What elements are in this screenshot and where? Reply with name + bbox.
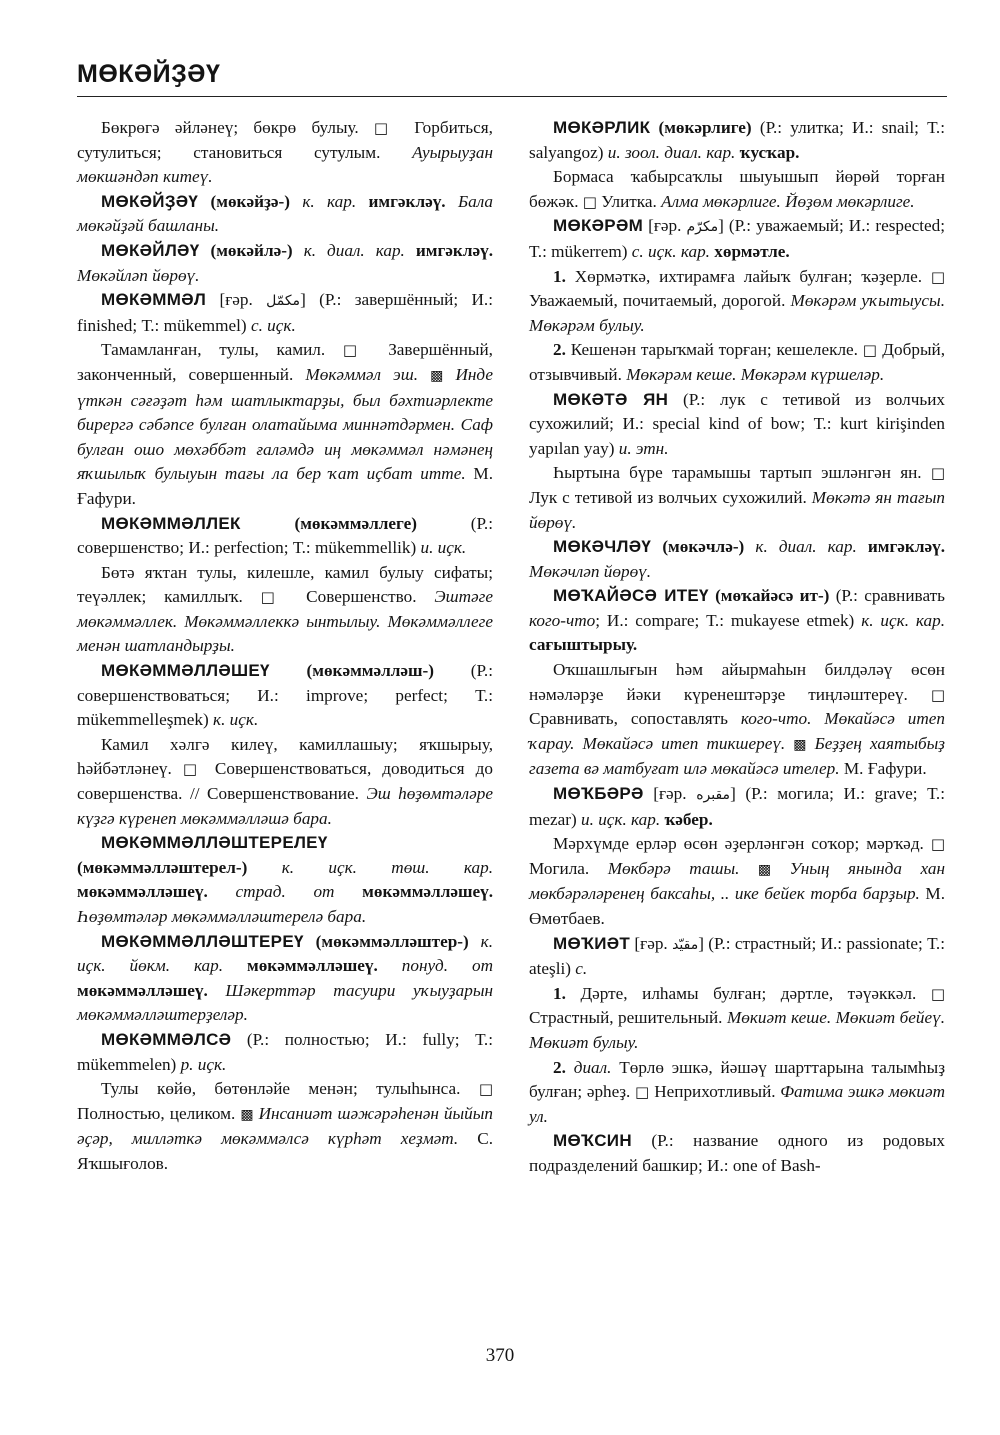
headword: МӨҠАЙӘСӘ ИТЕҮ xyxy=(553,586,709,606)
text-run: Мөкәтә ян тағып йөрөү. xyxy=(529,487,945,532)
square-icon xyxy=(343,340,371,359)
text-run: Страстный, решительный. xyxy=(529,1008,727,1028)
text-run: 1. xyxy=(553,983,581,1003)
text-run: (Р.: совершенствоваться; И.: improve; perfect; Т.: mükemmelleşmek) xyxy=(77,661,493,730)
text-run: ] (Р.: уважаемый; И.: respected; Т.: mükerrem) xyxy=(529,216,946,261)
entry-mokammalsa xyxy=(77,1028,493,1077)
text-run: мөкәммәлләшеү. xyxy=(77,980,226,1000)
text-run: [ғәр. xyxy=(630,933,673,953)
text-run: Улитка. xyxy=(596,191,662,211)
entry-mokachlau xyxy=(529,535,945,584)
headword: МӨКӘММӘЛСӘ xyxy=(101,1029,232,1049)
square-icon xyxy=(583,192,597,211)
filled-square-icon xyxy=(758,859,771,878)
text-run: (мөкәммәлләштерел-) xyxy=(77,857,282,877)
text-run: (мөкәчлә-) xyxy=(651,537,756,557)
text-run: Уважаемый, почитаемый, дорогой. xyxy=(529,291,791,311)
text-run: (Р.: сравнивать xyxy=(835,586,945,606)
text-run: (мөкәммәлләштер-) xyxy=(303,931,481,951)
headword: МӨКӘММӘЛЛӘШТЕРЕЛЕҮ xyxy=(101,833,328,853)
text-run: и. иҫк. кар. xyxy=(581,809,665,829)
text-run: к. иҫк. йөкм. кар. xyxy=(77,931,493,976)
text-run: понуд. от xyxy=(401,956,493,976)
text-run: С. Яҡшығолов. xyxy=(77,1129,493,1173)
text-run: Һыртына бүре тарамышы тартып эшләнгән ян. xyxy=(553,463,931,483)
text-run: Хөрмәткә, ихтирамға лайыҡ булған; ҡәҙерле. xyxy=(574,266,931,286)
entry-mokammallek xyxy=(77,512,493,561)
text-run: мөкәммәлләшеү. xyxy=(246,956,402,976)
text-run: (мөкәммәлләш-) xyxy=(269,661,471,681)
page-number: 370 xyxy=(485,1345,515,1366)
filled-square-icon xyxy=(793,734,806,753)
definition xyxy=(77,338,493,511)
text-run: [ғәр. xyxy=(206,290,267,310)
entry-continuation xyxy=(77,116,493,190)
entry-mokiat xyxy=(529,932,945,982)
text-run: Беҙҙең хаятыбыҙ газета вә матбуғат илә мөкайәсә ителер. xyxy=(529,733,945,779)
text-run: Алма мөкәрлиге. Йөҙөм мөкәрлиге. xyxy=(661,191,915,211)
text-run: к. диал. кар. xyxy=(303,240,416,260)
square-icon xyxy=(374,118,399,137)
sense-2 xyxy=(529,338,945,387)
text-run: (Р.: улитка; И.: snail; Т.: salyangoz) xyxy=(529,118,945,162)
text-run: (Р.: совершенство; И.: perfection; Т.: mükemmellik) xyxy=(77,513,493,558)
text-run: ] (Р.: страстный; И.: passionate; Т.: ateşli) xyxy=(529,933,945,979)
definition xyxy=(77,1077,493,1176)
text-run: мөкәммәлләшеү. xyxy=(362,882,493,902)
headword: МӨКӘММӘЛ xyxy=(101,290,207,310)
square-icon xyxy=(479,1079,493,1098)
text-run: хөрмәтле. xyxy=(714,241,790,261)
text-run: ҡусҡар. xyxy=(739,142,800,162)
entry-moksin xyxy=(529,1129,945,1178)
text-run: Добрый, отзывчивый. xyxy=(529,340,945,384)
text-run: ; И.: compare; Т.: mukayese etmek) xyxy=(595,610,862,630)
text-run: 2. xyxy=(553,1057,574,1077)
text-run: Горбиться, сутулиться; становиться сутулым. xyxy=(77,118,493,162)
text-run: Уның янында хан мөкбәрәләренең баксаһы, .. ике бейек торба барҙыр. xyxy=(529,858,945,904)
square-icon xyxy=(931,267,945,286)
text-run: Полностью, целиком. xyxy=(77,1103,241,1123)
text-run: Завершённый, законченный, совершенный. xyxy=(77,340,493,384)
headword: МӨКӘЙЛӘҮ xyxy=(101,240,200,260)
text-run: с. xyxy=(575,959,588,979)
square-icon xyxy=(635,1082,650,1101)
text-run: Дәрте, илһамы булған; дәртле, тәүәккәл. xyxy=(580,983,931,1003)
headword: МӨКӘРӘМ xyxy=(553,216,644,236)
text-run: Һөҙөмтәләр мөкәммәлләштерелә бара. xyxy=(77,907,367,926)
text-run: Мөкәрәм уҡытыусы. Мөкәрәм булыу. xyxy=(529,291,945,335)
text-run: Камил хәлгә килеү, камиллашыу; яҡшырыу, һәйбәтләнеү. xyxy=(77,734,493,779)
filled-square-icon xyxy=(240,1104,253,1123)
text-run: с. иҫк. кар. xyxy=(631,241,715,261)
entry-mokbara xyxy=(529,782,945,832)
text-run: М. Ғафури. xyxy=(843,759,927,779)
filled-square-icon xyxy=(430,365,443,384)
text-run: имгәкләү. xyxy=(368,191,458,211)
headword: МӨКӘТӘ ЯН xyxy=(553,389,669,409)
headword: МӨКӘММӘЛЛЕК xyxy=(101,513,241,533)
left-column xyxy=(77,116,493,1177)
text-run: к. иҫк. төш. кар. xyxy=(281,857,493,877)
headword: МӨКӘММӘЛЛӘШТЕРЕҮ xyxy=(101,931,304,951)
sense-2 xyxy=(529,1056,945,1130)
entry-mokammallashtereu xyxy=(77,930,493,1028)
square-icon xyxy=(931,685,945,704)
text-run: Мөкбәрә ташы. xyxy=(607,858,758,878)
text-run: (Р.: полностью; И.: fully; Т.: mükemmelen) xyxy=(77,1029,493,1074)
text-run: (мөкәйҙә-) xyxy=(198,191,303,211)
square-icon xyxy=(931,463,945,482)
text-run: مقيّد xyxy=(672,936,699,953)
text-run: (Р.: лук с тетивой из волчьих сухожилий; И.: special kind of bow; Т.: kurt kirişinden yapılan yay) xyxy=(529,389,945,458)
text-run: Мөкәрәм кеше. Мөкәрәм күршеләр. xyxy=(626,364,885,384)
square-icon xyxy=(183,759,204,778)
text-run: Неприхотливый. xyxy=(649,1082,781,1102)
text-run: ] (Р.: могила; И.: grave; Т.: mezar) xyxy=(529,784,946,829)
text-run: и. этн. xyxy=(618,438,669,458)
headword: МӨКӘЙҘӘҮ xyxy=(101,191,199,211)
text-run: имгәкләү. xyxy=(415,240,493,260)
text-run: к. иҫк. xyxy=(213,710,259,730)
text-run: Мөкиәт кеше. Мөкиәт бейеү. Мөкиәт булыу. xyxy=(529,1008,946,1052)
text-run: Фатима эшкә мөкиәт ул. xyxy=(529,1082,945,1126)
text-run: мөкәммәлләшеү. xyxy=(77,882,236,902)
right-column xyxy=(529,116,945,1179)
text-run: Шәкерттәр тасуири уҡыуҙарын мөкәммәлләштерҙеләр. xyxy=(77,980,493,1025)
text-run: Инде үткән сәғәҙәт һәм шатлыктарҙы, был бәхтиәрлекте бирергә сәбәпсе булған олатайыма миннәтдәрмен. Саф булған ошо мөхәббәт ғаләмдә иң мөкәммәл нәмәнең яҡшылыҡ булыуын тағы ла бер ҡат иҫбат итте. xyxy=(77,364,493,484)
text-run: кого-что xyxy=(529,610,596,630)
text-run: (мөкәммәллеге) xyxy=(240,513,471,533)
text-run: Эштәге мөкәммәллек. Мөкәммәллеккә ынтылыу. Мөкәммәллеге менән шатландырҙы. xyxy=(77,587,493,656)
text-run: Тулы көйө, бөтөнләйе менән; тулыһынса. xyxy=(101,1079,479,1099)
text-run: и. иҫк. xyxy=(420,538,467,558)
entry-mokaydau xyxy=(77,190,493,239)
text-run: مكرّم xyxy=(686,219,719,236)
text-run: Бала мөкәйҙәй башланы. xyxy=(77,191,493,236)
definition xyxy=(529,658,945,782)
square-icon xyxy=(931,984,945,1003)
text-run: (Р.: название одного из родовых подразделений башкир; И.: one of Bash- xyxy=(529,1131,945,1175)
entry-mokammallashterelau xyxy=(77,831,493,929)
text-run: с. иҫк. xyxy=(250,315,296,335)
text-run: Оҡшашлығын һәм айырмаһын билдәләү өсөн нәмәләрҙе йәки күренештәрҙе тиңләштереү. xyxy=(529,660,945,704)
text-run: кого-что. Мөкайәсә итеп ҡарау. Мөкайәсә итеп тикшереү. xyxy=(529,709,946,753)
text-run: Ауырыуҙан мөкшәндәп китеү. xyxy=(77,142,493,187)
text-run: Бормаса ҡабырсаҡлы шыуышып йөрөй торған бөжәк. xyxy=(529,167,945,211)
text-run: مكمّل xyxy=(266,293,301,310)
text-run: Кешенән тарыҡмай торған; кешелекле. xyxy=(570,340,863,360)
text-run: Тамамланған, тулы, камил. xyxy=(101,340,343,360)
text-run: Совершенство. xyxy=(288,587,435,607)
entry-mokaram xyxy=(529,214,945,264)
text-run: (мөҡайәсә ит-) xyxy=(708,586,836,606)
text-run: Инсаниәт шәжәрәһенән йыйып әҫәр, милләткә мөкәммәлсә күрһәт хеҙмәт. xyxy=(77,1103,493,1149)
text-run: Совершенствоваться, доводиться до совершенства. // Совершенствование. xyxy=(77,759,493,804)
text-run: ҡәбер. xyxy=(664,809,713,829)
text-run: М. Ғафури. xyxy=(77,464,493,508)
definition xyxy=(77,733,493,831)
text-run: Төрлө эшкә, йәшәү шарттарына талымһыҙ булған; әрһеҙ. xyxy=(529,1057,945,1102)
text-run: р. иҫк. xyxy=(180,1054,227,1074)
headword: МӨКӘРЛИК xyxy=(553,118,651,137)
sense-1 xyxy=(529,982,945,1056)
text-run: Мөкәчләп йөрөү. xyxy=(529,561,652,581)
text-run: 2. xyxy=(553,340,571,360)
text-run: Бөкрөгә әйләнеү; бөкрө булыу. xyxy=(101,118,374,137)
text-run: [ғәр. xyxy=(643,784,697,804)
text-run: Бөтә яҡтан тулы, килешле, камил булыу сифаты; теүәллек; камиллыҡ. xyxy=(77,562,493,607)
text-run: к. кар. xyxy=(302,191,369,211)
text-run: (мөкәрлиге) xyxy=(650,118,760,137)
entry-mokarlik xyxy=(529,116,945,165)
definition xyxy=(529,832,945,931)
entry-mokammallashau xyxy=(77,659,493,733)
text-run: к. иҫк. кар. xyxy=(861,610,945,630)
entry-mokammal xyxy=(77,288,493,338)
headword: МӨҠСИН xyxy=(553,1131,632,1151)
text-run: ] (Р.: завершённый; И.: finished; Т.: mükemmel) xyxy=(77,290,493,335)
text-run: مقبره xyxy=(696,787,731,804)
text-run: [ғәр. xyxy=(643,216,687,236)
running-head: МӨКӘЙҘӘҮ xyxy=(77,60,221,88)
text-run: и. зоол. диал. кар. xyxy=(607,142,740,162)
headword: МӨКӘММӘЛЛӘШЕҮ xyxy=(101,661,270,681)
text-run: Эш һөҙөмтәләре күҙгә күренеп мөкәммәлләшә бара. xyxy=(77,784,494,828)
text-run: диал. xyxy=(573,1057,620,1077)
header-rule xyxy=(77,96,947,97)
definition xyxy=(529,461,945,535)
headword: МӨКӘЧЛӘҮ xyxy=(553,537,652,557)
headword: МӨҠБӘРӘ xyxy=(553,784,644,804)
text-run: Мәрхүмде ерләр өсөн әҙерләнгән соҡор; мәрҡәд. xyxy=(553,834,931,854)
definition xyxy=(77,561,493,659)
text-run: имгәкләү. xyxy=(867,537,945,557)
text-run: (мөкәйлә-) xyxy=(199,240,304,260)
text-run: М. Өмөтбаев. xyxy=(529,884,945,928)
text-run: страд. от xyxy=(235,882,363,902)
entry-mokayasa-iteu xyxy=(529,584,945,658)
entry-mokaylau xyxy=(77,239,493,288)
square-icon xyxy=(863,340,878,359)
text-run: Лук с тетивой из волчьих сухожилий. xyxy=(529,487,812,507)
sense-1 xyxy=(529,265,945,339)
definition xyxy=(529,165,945,214)
text-run: 1. xyxy=(553,266,575,286)
text-run: к. диал. кар. xyxy=(755,537,868,557)
text-run: Мөкәйләп йөрөү. xyxy=(77,265,200,285)
entry-mokata-yan xyxy=(529,388,945,462)
text-run: Мөкәммәл эш. xyxy=(305,364,431,384)
text-run: Могила. xyxy=(529,858,608,878)
text-run: сағыштырыу. xyxy=(529,635,638,655)
text-run: Сравнивать, сопоставлять xyxy=(529,709,741,729)
square-icon xyxy=(261,587,289,606)
headword: МӨҠИӘТ xyxy=(553,933,631,953)
square-icon xyxy=(931,834,945,853)
